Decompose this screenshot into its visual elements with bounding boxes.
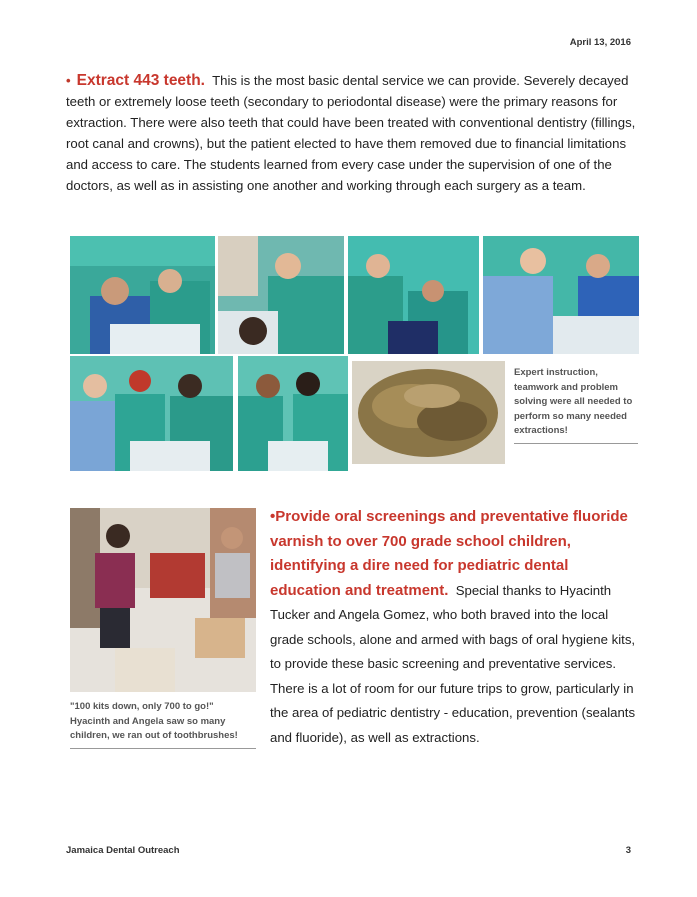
photo-extraction-1 (70, 236, 215, 354)
photo-extraction-4 (483, 236, 639, 354)
photo-extraction-2 (218, 236, 344, 354)
section-extractions (66, 70, 636, 196)
extractions-headline: Extract 443 teeth. (76, 72, 205, 89)
caption-extractions: Expert instruction, teamwork and problem solving were all needed to perform so many needed extractions! (514, 366, 638, 444)
section-screenings (270, 505, 640, 750)
screenings-headline: •Provide oral screenings and preventative fluoride varnish to over 700 grade school children, identifying a dire need for pediatric dental education and treatment. (270, 508, 628, 599)
footer-org-name: Jamaica Dental Outreach (66, 845, 180, 856)
page-date: April 13, 2016 (569, 37, 631, 48)
screenings-body: Special thanks to Hyacinth Tucker and Angela Gomez, who both braved into the local grade schools, alone and armed with bags of oral hygiene kits, to provide these basic screening and preventative services. There is a lot of room for our future trips to grow, particularly in the area of pediatric dentistry - education, prevention (sealants and fluoride), as well as extractions. (270, 582, 636, 745)
photo-screening-kits (70, 508, 256, 692)
page-number: 3 (625, 845, 631, 856)
photo-extracted-teeth (352, 361, 505, 464)
caption-kits: "100 kits down, only 700 to go!" Hyacinth and Angela saw so many children, we ran out of toothbrushes! (70, 700, 256, 749)
extractions-body: This is the most basic dental service we can provide. Severely decayed teeth or extremely loose teeth (secondary to periodontal disease) were the primary reasons for extraction. There were also teeth that could have been treated with conventional dentistry (fillings, root canal and crowns), but the patient elected to have them removed due to financial limitations and access to care. The students learned from every case under the supervision of one of the doctors, as well as in assisting one another and working through each surgery as a team. (66, 73, 636, 193)
bullet: • (66, 73, 71, 88)
photo-extraction-5 (70, 356, 233, 471)
photo-extraction-6 (238, 356, 348, 471)
photo-extraction-3 (348, 236, 479, 354)
